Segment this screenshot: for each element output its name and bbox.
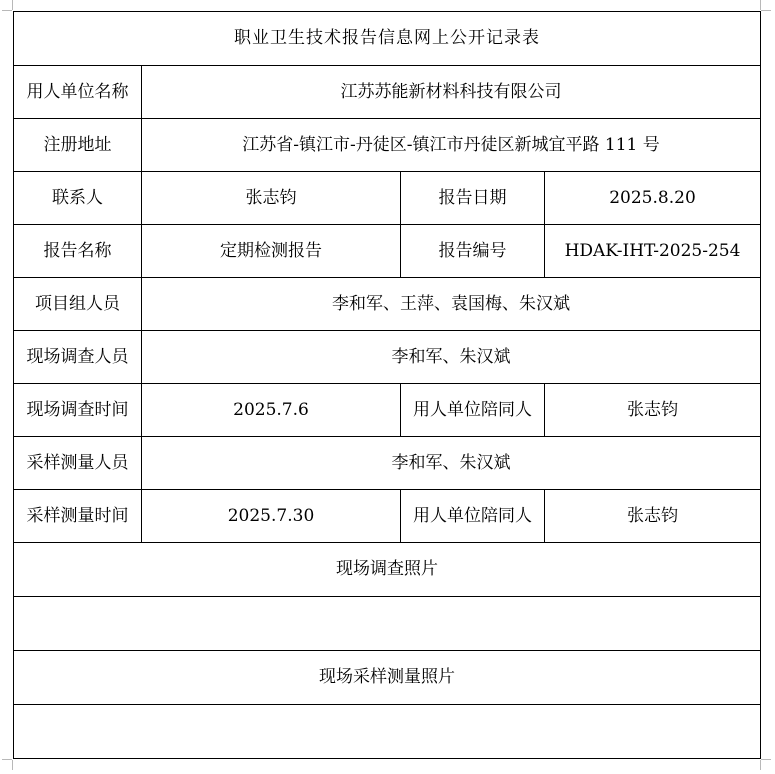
report-date-value: 2025.8.20 [545,172,761,225]
row-sampling-staff [14,437,761,490]
crop-mark-bottom-left-h [2,759,12,760]
crop-mark-bottom-left [12,760,13,770]
crop-mark-bottom-right-h [761,759,771,760]
sampling-time-label: 采样测量时间 [14,490,142,543]
report-name-value: 定期检测报告 [142,225,401,278]
survey-escort-value: 张志钧 [545,384,761,437]
report-no-label: 报告编号 [401,225,545,278]
row-employer [14,66,761,119]
sampling-staff-value: 李和军、朱汉斌 [142,437,761,490]
crop-mark-top-right [760,0,761,10]
survey-time-value: 2025.7.6 [142,384,401,437]
report-no-value: HDAK-IHT-2025-254 [545,225,761,278]
survey-staff-value: 李和军、朱汉斌 [142,331,761,384]
sampling-time-value: 2025.7.30 [142,490,401,543]
crop-mark-top-right-h [761,10,771,11]
sampling-escort-value: 张志钧 [545,490,761,543]
crop-mark-top-left [12,0,13,10]
row-sampling-photos [14,705,761,759]
employer-value: 江苏苏能新材料科技有限公司 [142,66,761,119]
record-table [13,11,761,759]
contact-label: 联系人 [14,172,142,225]
contact-value: 张志钧 [142,172,401,225]
team-label: 项目组人员 [14,278,142,331]
row-survey-staff [14,331,761,384]
sampling-staff-label: 采样测量人员 [14,437,142,490]
row-sampling-time [14,490,761,543]
sampling-photos-label: 现场采样测量照片 [14,651,761,705]
row-address [14,119,761,172]
sampling-escort-label: 用人单位陪同人 [401,490,545,543]
survey-photos-label: 现场调查照片 [14,543,761,597]
row-report-name [14,225,761,278]
survey-time-label: 现场调查时间 [14,384,142,437]
crop-mark-bottom-right [760,760,761,770]
row-contact [14,172,761,225]
survey-staff-label: 现场调查人员 [14,331,142,384]
report-date-label: 报告日期 [401,172,545,225]
address-label: 注册地址 [14,119,142,172]
row-survey-time [14,384,761,437]
report-name-label: 报告名称 [14,225,142,278]
employer-label: 用人单位名称 [14,66,142,119]
survey-photos-area [14,597,761,651]
row-team [14,278,761,331]
sampling-photos-area [14,705,761,759]
row-survey-photos-header [14,543,761,597]
row-survey-photos [14,597,761,651]
team-value: 李和军、王萍、袁国梅、朱汉斌 [142,278,761,331]
page-title: 职业卫生技术报告信息网上公开记录表 [14,12,761,66]
address-value: 江苏省-镇江市-丹徒区-镇江市丹徒区新城宜平路 111 号 [142,119,761,172]
row-sampling-photos-header [14,651,761,705]
crop-mark-top-left-h [2,10,12,11]
survey-escort-label: 用人单位陪同人 [401,384,545,437]
